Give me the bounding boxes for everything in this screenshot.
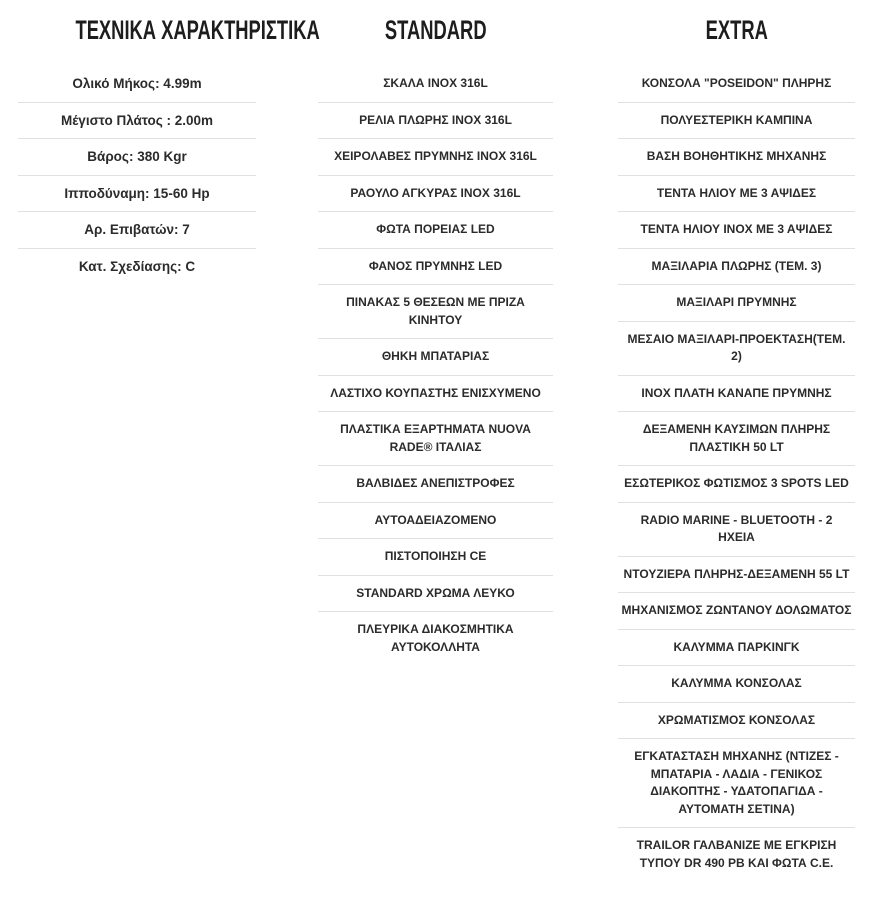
- list-item: ΡΕΛΙΑ ΠΛΩΡΗΣ INOX 316L: [318, 103, 553, 140]
- list-item: ΒΑΣΗ ΒΟΗΘΗΤΙΚΗΣ ΜΗΧΑΝΗΣ: [618, 139, 855, 176]
- list-item: ΛΑΣΤΙΧΟ ΚΟΥΠΑΣΤΗΣ ΕΝΙΣΧΥΜΕΝΟ: [318, 376, 553, 413]
- list-item: ΕΓΚΑΤΑΣΤΑΣΗ ΜΗΧΑΝΗΣ (ΝΤΙΖΕΣ - ΜΠΑΤΑΡΙΑ - ΛΑΔΙΑ - ΓΕΝΙΚΟΣ ΔΙΑΚΟΠΤΗΣ - ΥΔΑΤΟΠΑΓΙΔΑ - ΑΥΤΟΜΑΤΗ ΣΕΤΙΝΑ): [618, 739, 855, 828]
- list-item: ΤΕΝΤΑ ΗΛΙΟΥ INOX ΜΕ 3 ΑΨΙΔΕΣ: [618, 212, 855, 249]
- list-item: TRAILOR ΓΑΛΒΑΝΙΖΕ ΜΕ ΕΓΚΡΙΣΗ ΤΥΠΟΥ DR 490 PB ΚΑΙ ΦΩΤΑ C.E.: [636, 838, 837, 870]
- extra-equipment-column: [618, 12, 855, 881]
- list-item: STANDARD ΧΡΩΜΑ ΛΕΥΚΟ: [318, 576, 553, 613]
- list-item: RADIO MARINE - BLUETOOTH - 2 ΗΧΕΙΑ: [618, 503, 855, 557]
- list-item: Βάρος: 380 Kgr: [18, 139, 256, 176]
- extra-title: [618, 12, 855, 48]
- technical-specs-column: [18, 12, 320, 284]
- list-item: ΦΩΤΑ ΠΟΡΕΙΑΣ LED: [318, 212, 553, 249]
- list-item: ΜΕΣΑΙΟ ΜΑΞΙΛΑΡΙ-ΠΡΟΕΚΤΑΣΗ(ΤΕΜ. 2): [618, 322, 855, 376]
- list-item: ΦΑΝΟΣ ΠΡΥΜΝΗΣ LED: [318, 249, 553, 286]
- list-item: ΣΚΑΛΑ INOX 316L: [318, 66, 553, 103]
- list-item: ΜΗΧΑΝΙΣΜΟΣ ΖΩΝΤΑΝΟΥ ΔΟΛΩΜΑΤΟΣ: [618, 593, 855, 630]
- list-item: ΠΟΛΥΕΣΤΕΡΙΚΗ ΚΑΜΠΙΝΑ: [618, 103, 855, 140]
- list-item: ΠΛΑΣΤΙΚΑ ΕΞΑΡΤΗΜΑΤΑ NUOVA RADE® ΙΤΑΛΙΑΣ: [318, 412, 553, 466]
- list-item: ΠΙΣΤΟΠΟΙΗΣΗ CE: [318, 539, 553, 576]
- list-item: Ολικό Μήκος: 4.99m: [18, 66, 256, 103]
- technical-specs-title-text: ΤΕΧΝΙΚΑ ΧΑΡΑΚΤΗΡΙΣΤΙΚΑ: [75, 15, 320, 45]
- standard-equipment-list: [318, 66, 553, 665]
- list-item: ΧΕΙΡΟΛΑΒΕΣ ΠΡΥΜΝΗΣ INOX 316L: [318, 139, 553, 176]
- technical-specs-title: [18, 12, 320, 48]
- list-item: Ιπποδύναμη: 15-60 Hp: [18, 176, 256, 213]
- list-item: ΔΕΞΑΜΕΝΗ ΚΑΥΣΙΜΩΝ ΠΛΗΡΗΣ ΠΛΑΣΤΙΚΗ 50 LT: [618, 412, 855, 466]
- list-item: ΒΑΛΒΙΔΕΣ ΑΝΕΠΙΣΤΡΟΦΕΣ: [318, 466, 553, 503]
- standard-title: [318, 12, 553, 48]
- list-item: INOX ΠΛΑΤΗ ΚΑΝΑΠΕ ΠΡΥΜΝΗΣ: [618, 376, 855, 413]
- list-item: ΚΑΛΥΜΜΑ ΚΟΝΣΟΛΑΣ: [618, 666, 855, 703]
- list-item: ΤΕΝΤΑ ΗΛΙΟΥ ΜΕ 3 ΑΨΙΔΕΣ: [618, 176, 855, 213]
- list-item: ΡΑΟΥΛΟ ΑΓΚΥΡΑΣ INOX 316L: [318, 176, 553, 213]
- list-item: Αρ. Επιβατών: 7: [18, 212, 256, 249]
- extra-equipment-list: [618, 66, 855, 881]
- list-item: ΘΗΚΗ ΜΠΑΤΑΡΙΑΣ: [318, 339, 553, 376]
- list-item: ΚΑΛΥΜΜΑ ΠΑΡΚΙΝΓΚ: [618, 630, 855, 667]
- list-item: ΜΑΞΙΛΑΡΙΑ ΠΛΩΡΗΣ (ΤΕΜ. 3): [618, 249, 855, 286]
- list-item: Μέγιστο Πλάτος : 2.00m: [18, 103, 256, 140]
- extra-title-text: EXTRA: [705, 15, 768, 45]
- list-item: ΕΣΩΤΕΡΙΚΟΣ ΦΩΤΙΣΜΟΣ 3 SPOTS LED: [618, 466, 855, 503]
- list-item: ΠΛΕΥΡΙΚΑ ΔΙΑΚΟΣΜΗΤΙΚΑ ΑΥΤΟΚΟΛΛΗΤΑ: [357, 622, 514, 654]
- standard-equipment-column: [318, 12, 553, 665]
- list-item: ΜΑΞΙΛΑΡΙ ΠΡΥΜΝΗΣ: [618, 285, 855, 322]
- list-item: ΑΥΤΟΑΔΕΙΑΖΟΜΕΝΟ: [318, 503, 553, 540]
- list-item: ΝΤΟΥΖΙΕΡΑ ΠΛΗΡΗΣ-ΔΕΞΑΜΕΝΗ 55 LT: [618, 557, 855, 594]
- list-item: ΧΡΩΜΑΤΙΣΜΟΣ ΚΟΝΣΟΛΑΣ: [618, 703, 855, 740]
- list-item: Κατ. Σχεδίασης: C: [78, 258, 196, 274]
- technical-specs-list: [18, 66, 256, 284]
- standard-title-text: STANDARD: [384, 15, 487, 45]
- list-item: ΚΟΝΣΟΛΑ "POSEIDON" ΠΛΗΡΗΣ: [618, 66, 855, 103]
- list-item: ΠΙΝΑΚΑΣ 5 ΘΕΣΕΩΝ ΜΕ ΠΡΙΖΑ ΚΙΝΗΤΟΥ: [318, 285, 553, 339]
